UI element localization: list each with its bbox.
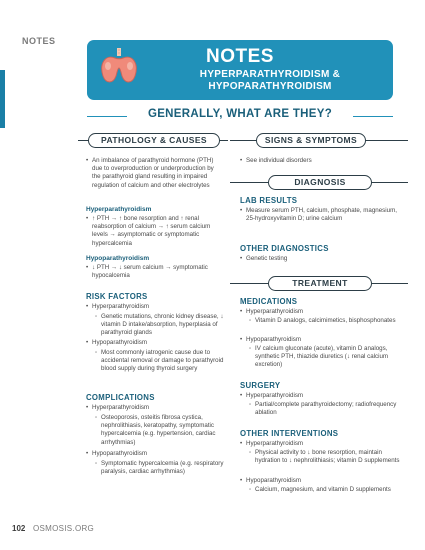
medications-title: MEDICATIONS — [240, 297, 298, 306]
oi-hyper: • Hyperparathyroidism — [246, 440, 406, 448]
comp-hyper: • Hyperparathyroidism — [92, 404, 224, 412]
header-subtitle-line2: HYPOPARATHYROIDISM — [208, 81, 332, 92]
other-interventions-title: OTHER INTERVENTIONS — [240, 429, 339, 438]
lab-results-title: LAB RESULTS — [240, 196, 298, 205]
med-hypo: • Hypoparathyroidism — [246, 336, 406, 344]
complications-title: COMPLICATIONS — [86, 393, 155, 402]
treatment-pill: TREATMENT — [268, 276, 372, 291]
med-hypo-detail: ◦ IV calcium gluconate (acute), vitamin D analogs, synthetic PTH, thiazide diuretics (↓ renal calcium excretion) — [255, 345, 407, 370]
oi-hyper-detail: ◦ Physical activity to ↓ bone resorption, maintain hydration to ↓ nephrolithiasis; vitamin D supplements — [255, 449, 407, 465]
comp-hypo: • Hypoparathyroidism — [92, 450, 224, 458]
surg-hyper-detail: ◦ Partial/complete parathyroidectomy; radiofrequency ablation — [255, 401, 407, 417]
lab-text: • Measure serum PTH, calcium, phosphate, magnesium, 25-hydroxyvitamin D; urine calcium — [246, 207, 406, 223]
risk-hypo-detail: ◦ Most commonly iatrogenic cause due to accidental removal or damage to parathyroid blood supply during thyroid surgery — [101, 349, 225, 374]
hyper-text: • ↑ PTH → ↑ bone resorption and ↑ renal reabsorption of calcium → ↑ serum calcium levels → asymptomatic or symptomatic hypercalcemia — [92, 215, 224, 248]
notes-header-banner — [87, 40, 393, 100]
header-title: NOTES — [206, 46, 274, 67]
med-hyper: • Hyperparathyroidism — [246, 308, 406, 316]
oi-hypo-detail: ◦ Calcium, magnesium, and vitamin D supplements — [255, 486, 407, 494]
side-accent-bar — [0, 70, 5, 128]
hypo-label: Hypoparathyroidism — [86, 255, 150, 262]
risk-hyper: • Hyperparathyroidism — [92, 303, 224, 311]
risk-factors-title: RISK FACTORS — [86, 292, 148, 301]
intro-text: • An imbalance of parathyroid hormone (PTH) due to overproduction or underproduction by the parathyroid gland resulting in impaired regulation of calcium and other electrolytes — [92, 157, 224, 190]
other-diagnostics-title: OTHER DIAGNOSTICS — [240, 244, 329, 253]
hypo-text: • ↓ PTH → ↓ serum calcium → symptomatic hypocalcemia — [92, 264, 224, 280]
surg-hyper: • Hyperparathyroidism — [246, 392, 406, 400]
comp-hypo-detail: ◦ Symptomatic hypercalcemia (e.g. respiratory paralysis, cardiac arrhythmias) — [101, 460, 225, 476]
general-title: GENERALLY, WHAT ARE THEY? — [147, 108, 333, 120]
header-subtitle — [147, 69, 393, 93]
footer-site-link[interactable]: OSMOSIS.ORG — [33, 524, 95, 533]
diagnosis-pill: DIAGNOSIS — [268, 175, 372, 190]
hyper-label: Hyperparathyroidism — [86, 206, 152, 213]
risk-hyper-detail: ◦ Genetic mutations, chronic kidney disease, ↓ vitamin D intake/absorption, hyperplasia of parathyroid glands — [101, 313, 225, 338]
other-diag-text: • Genetic testing — [246, 255, 406, 263]
comp-hyper-detail: ◦ Osteoporosis, osteitis fibrosa cystica, nephrolithiasis, keratopathy, symptomatic hypercalcemia (e.g. hypertension, cardiac arrhythmias) — [101, 414, 225, 447]
surgery-title: SURGERY — [240, 381, 281, 390]
signs-symptoms-pill: SIGNS & SYMPTOMS — [256, 133, 366, 148]
signs-text: • See individual disorders — [246, 157, 406, 165]
risk-hypo: • Hypoparathyroidism — [92, 339, 224, 347]
page-number: 102 — [12, 524, 26, 533]
side-notes-label: NOTES — [22, 36, 56, 46]
oi-hypo: • Hypoparathyroidism — [246, 477, 406, 485]
header-subtitle-line1: HYPERPARATHYROIDISM & — [199, 69, 341, 80]
general-section-heading — [87, 108, 393, 124]
pathology-causes-pill: PATHOLOGY & CAUSES — [88, 133, 220, 148]
med-hyper-detail: ◦ Vitamin D analogs, calcimimetics, bisphosphonates — [255, 317, 407, 325]
